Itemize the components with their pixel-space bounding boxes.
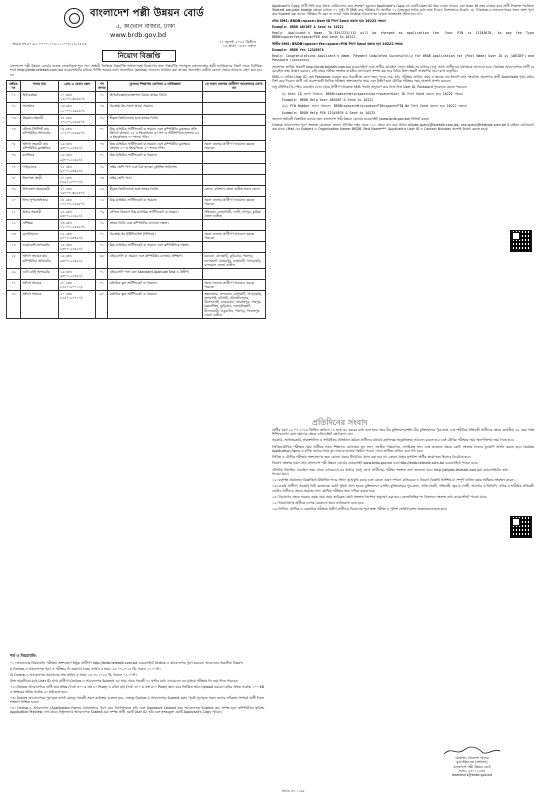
cell-count: ২৫ <box>96 186 108 197</box>
col-grade: গ্রেড ও বেতন স্কেল <box>58 81 96 92</box>
cell-post: স্টেনো-টাইপিস্ট কাম কম্পিউটার অপারেটর <box>20 125 58 140</box>
cell-count: ০৩ <box>96 174 108 185</box>
cell-eligibility <box>202 152 265 163</box>
cell-count: ৬০ <box>96 291 108 319</box>
table-row <box>7 291 266 319</box>
right-paragraph: শুধু টেলিটক প্রি-পেইড মোবাইল ফোন থেকে প্রার্থীগণ নিম্নোক্ত SMS পদ্ধতি অনুসরণ করে নিজ নিজ User ID, Password পুনরুদ্ধার করতে পারবেন। <box>272 85 467 90</box>
table-row <box>7 174 266 185</box>
signer-title: যুগ্মপরিচালক (প্রশাসন) <box>456 760 488 765</box>
cell-grade: ১৪ গ্রেড ১০২০০-২৪৬৮০/- <box>58 125 96 140</box>
cell-serial: ১৭ <box>7 279 21 290</box>
right-paragraph: নিয়োগ সংক্রান্ত সকল তথ্য বাংলাদেশ পল্লী উন্নয়ন বোর্ডের ওয়েবসাইট www.brdb.gov.bd এবং http://brdb.teletalk.com.bd ওয়েবসাইটে পাওয়া যাবে। <box>272 461 479 466</box>
col-qualification: ন্যূনতম শিক্ষাগত যোগ্যতা ও অভিজ্ঞতা <box>108 81 203 92</box>
cell-eligibility: কক্সবাজার, বান্দরবান, রাঙ্গামাটি, খাগড়াছড়ি, সুনামগঞ্জ, হবিগঞ্জ, মৌলভীবাজার, কিশোরগঞ্জ, নেত্রকোনা, জামালপুর, শেরপুর, ময়মনসিংহ, কুড়িগ্রাম, লালমনিরহাট, নীলফামারী, ঠাকুরগাঁও, পঞ্চগড়, দিনাজপুর জেলা ব্যতীত <box>202 291 265 319</box>
cell-qualification: স্বীকৃত বিশ্ববিদ্যালয় হতে স্নাতক ডিগ্রি। <box>108 114 203 125</box>
cell-post: হিসাব সহকারী <box>20 208 58 219</box>
header <box>6 4 266 78</box>
table-row <box>7 197 266 208</box>
cell-serial: ১৬ <box>7 268 21 279</box>
cell-eligibility <box>202 242 265 253</box>
cell-qualification: উচ্চ মাধ্যমিক সার্টিফিকেট বা সমমান এবং কম্পিউটার মুদ্রাক্ষরে বাংলায় ২০ ও ইংরেজিতে ২০ শব্দের গতি। <box>108 141 203 152</box>
left-column <box>6 4 266 796</box>
cell-count: ০১ <box>96 92 108 103</box>
right-paragraph: ১৩। চাকরি প্রার্থীগণ সরকারি বিধি মোতাবেক কোটা সুবিধা প্রাপ্য হবেন। মুক্তিযোদ্ধা ও শহিদ মুক্তিযোদ্ধার পুত্র-কন্যা, নাতি-নাতনী, প্রতিবন্ধী, ক্ষুদ্র নৃ-গোষ্ঠী, আনসার ও ভিডিপি, এতিম ও শারীরিক প্রতিবন্ধী কোটার প্রার্থীদের ক্ষেত্রে প্রযোজ্য সনদ মৌখিক পরীক্ষার সময় দাখিল করতে হবে। <box>272 484 534 493</box>
cell-eligibility <box>202 103 265 114</box>
col-serial: ক্রমিক নং <box>7 81 21 92</box>
cell-post: অফিস সহকারী কাম কম্পিউটার মুদ্রাক্ষরিক <box>20 141 58 152</box>
brdb-logo <box>64 8 84 28</box>
col-count: পদ সংখ্যা <box>97 82 106 91</box>
org-name: বাংলাদেশ পল্লী উন্নয়ন বোর্ড <box>90 8 204 19</box>
table-row <box>7 242 266 253</box>
cell-eligibility <box>202 174 265 185</box>
recover-pin-example: Example: BRDB Help PIN 12345678 & Send to 16222 <box>282 110 376 115</box>
right-paragraph: SMS-এ প্রেরিত User ID এবং Password ব্যবহার করে পরবর্তীতে রোল নম্বর, পদের নাম, ছবি, পরীক্ষার তারিখ, সময় ও স্থানের নাম ইত্যাদি তথ্য সংবলিত প্রবেশপত্র প্রার্থী Download পূর্বক রঙিন প্রিন্ট করে নিবেন। প্রার্থী এই প্রবেশপত্রটি লিখিত পরীক্ষায় অংশগ্রহণের সময় এবং উত্তীর্ণ হলে মৌখিক পরীক্ষার সময় অবশ্যই প্রদর্শন করবেন। <box>272 74 534 84</box>
cell-grade: ২০ গ্রেড ৮২৫০-২০০১০/- <box>58 174 96 185</box>
table-row <box>7 208 266 219</box>
cell-grade: ১৪ গ্রেড ১০২০০-২৪৬৮০/- <box>58 197 96 208</box>
cell-serial: ১০ <box>7 197 21 208</box>
cell-post: অফিস সহায়ক <box>20 291 58 319</box>
cell-grade: ১৫ গ্রেড ৯৭০০-২৩৪৯০/- <box>58 163 96 174</box>
intro-text: বাংলাদেশ পল্লী উন্নয়ন বোর্ডের রাজস্ব বাজেটভুক্ত শূন্য পদে অস্থায়ী ভিত্তিতে নিম্নবর্ণিত শর্তসাপেক্ষে নিয়োগের জন্য নিম্নবর্ণিত পদসমূহে বাংলাদেশের স্থায়ী নাগরিকদের নিকট থেকে নির্ধারিত শর্তে http://brdb.teletalk.com.bd ওয়েবসাইটের মাধ্যমে নির্দিষ্ট সময়ের মধ্যে অনলাইনে (online) আবেদন আহ্বান করা যাচ্ছে। অনলাইন ব্যতীত কোনো প্রকার আবেদন গ্রহণ করা হবে না। <box>10 64 262 77</box>
cell-post: ক্যাশিয়ার <box>20 152 58 163</box>
cell-serial: ০৩ <box>7 114 21 125</box>
cell-grade: ২০ গ্রেড ৮২৫০-২০০১০/- <box>58 291 96 319</box>
cell-serial: ০৫ <box>7 141 21 152</box>
right-column <box>272 4 534 796</box>
cell-post: ফিল্ড সুপারভাইজার <box>20 197 58 208</box>
recover-pin: ii) PIN Number জানা থাকলে: BRDB<space>Help<space>PIN<space>PIN No লিখে Send করতে হবে 16222 নম্বরে। <box>282 104 467 109</box>
cell-eligibility: সকল জেলার প্রার্থীগণ আবেদন করতে পারবেন <box>202 230 265 241</box>
cell-post: ফরমায়েশি অপারেটর <box>20 242 58 253</box>
table-row <box>7 92 266 103</box>
cell-count: ০৪ <box>96 103 108 114</box>
right-paragraph: Applicant's Copy প্রার্থী প্রিন্ট করে অথবা ডাউনলোড করে সংরক্ষণ করবেন। Applicant's Copy-তে একটি User ID নম্বর দেওয়া থাকবে এবং User ID নম্বর ব্যবহার করে প্রার্থী নিম্নোক্ত পদ্ধতিতে Teletalk pre-paid mobile নম্বরের মাধ্যমে ০২ (দুই) টি SMS করে পরীক্ষার ফি অনধিক ৭২ (বাহাত্তর) ঘণ্টার মধ্যে জমা দিবেন। বিশেষভাবে উল্লেখ্য যে, "Online-এ আবেদনপত্রের সকল অংশ পূরণ করে Submit করা হলেও পরীক্ষার ফি জমা না দেওয়া পর্যন্ত Online আবেদনপত্র কোনো অবস্থাতেই গৃহীত হবে না"। <box>272 4 534 17</box>
sms-example-1: Example: BRDB ABCDEF & Send to 16222 <box>272 24 344 29</box>
condition-item: i) Online-এ আবেদনপত্র পূরণ ও পরীক্ষার ফি জমাদান শুরুর তারিখ ও সময়: ২৫.০৭.২০২৪ খ্রি. সকাল ১০.০০টা। <box>10 667 161 672</box>
footer-ref: জি.ডি. নং- ১৩৬৬ <box>282 789 305 793</box>
qr-code-icon[interactable] <box>510 230 532 252</box>
memo-no: স্মারক নং-৪৭.৬১.০০০০.১০৫.১১.০০৪.২৪-৭৫৫৩ <box>12 42 87 46</box>
sms-step-2: দ্বিতীয় SMS: BRDB<space>Yes<space>PIN লিখে Send করতে হবে 16222 নম্বরে। <box>272 41 404 46</box>
table-row <box>7 114 266 125</box>
cell-qualification: ডিপ্লোমা-ইন-সার্ভে অথবা সমমান। <box>108 103 203 114</box>
signature-block <box>422 746 522 777</box>
cell-eligibility <box>202 114 265 125</box>
right-paragraph: লিখিত ও মৌখিক পরীক্ষায় অংশগ্রহণের জন্য কোনো প্রকার টিএ/ডিএ প্রদান করা হবে না। কোনো প্রকার সুপারিশ প্রার্থীর অযোগ্যতা হিসেবে বিবেচিত হবে। <box>272 455 471 460</box>
watermark-text: প্রতিদিনের সংবাদ <box>312 418 368 427</box>
condition-item: ০২। Online আবেদনপত্রে প্রার্থী তার স্বাক্ষর (দৈর্ঘ্য ৩০০ x প্রস্থ ৮০ Pixel) ও রঙিন ছবি (দৈর্ঘ্য ৩০০ x প্রস্থ ৩০০ Pixel) স্ক্যান করে নির্ধারিত স্থানে Upload করবেন। ছবির সাইজ সর্বোচ্চ ১০০ KB ও স্বাক্ষরের সাইজ সর্বোচ্চ ৬০ KB হতে হবে। <box>10 685 264 694</box>
cell-eligibility <box>202 268 265 279</box>
cell-count: ০১ <box>96 242 108 253</box>
cell-qualification: অষ্টম শ্রেণি পাস। <box>108 174 203 185</box>
table-row <box>7 253 266 268</box>
cell-grade: ১৬ গ্রেড ৯৩০০-২২৪৯০/- <box>58 152 96 163</box>
cell-grade: ১৬ গ্রেড ৯৩০০-২২৪৯০/- <box>58 141 96 152</box>
cell-count: ০১ <box>96 268 108 279</box>
cell-post: ড্রাফটসম্যান <box>20 230 58 241</box>
right-paragraph: ১২। কর্তৃপক্ষ প্রয়োজনে বিজ্ঞপ্তিতে উল্লিখিত পদের সংখ্যা হ্রাস/বৃদ্ধি করার এবং কোনো কারণ দর্শানো ব্যতিরেকে এ নিয়োগ বিজ্ঞপ্তি আংশিক বা সম্পূর্ণ বাতিল করার অধিকার সংরক্ষণ করেন। <box>272 478 515 483</box>
table-body <box>7 92 266 319</box>
cell-serial: ১১ <box>7 208 21 219</box>
cell-qualification: উচ্চ মাধ্যমিক সার্টিফিকেট বা সমমান। <box>108 152 203 163</box>
cell-count: ০১ <box>96 152 108 163</box>
date-gregorian: ২১ জুলাই ২০২৪ খ্রিস্টাব্দ <box>219 40 256 44</box>
cell-grade: ১৬ গ্রেড ৯৩০০-২২৪৯০/- <box>58 242 96 253</box>
cell-post: উচ্চমান সহকারী <box>20 114 58 125</box>
cell-count: ০৪ <box>96 141 108 152</box>
cell-grade: ১৬ গ্রেড ৯৩০০-২২৪৯০/- <box>58 208 96 219</box>
cell-grade: ১০ গ্রেড ১৬০০০-৩৮৬৪০/- <box>58 186 96 197</box>
cell-post: হিসাবরক্ষক <box>20 92 58 103</box>
table-row <box>7 279 266 290</box>
cell-serial: ০৯ <box>7 186 21 197</box>
qr-code-icon[interactable] <box>510 516 532 538</box>
cell-serial: ১৮ <box>7 291 21 319</box>
right-section-1 <box>272 4 534 134</box>
cell-post: ডাটা এন্ট্রি অপারেটর <box>20 268 58 279</box>
cell-post: উপজেলা সমন্বয়কারী <box>20 186 58 197</box>
cell-qualification: বাণিজ্য বিভাগে উচ্চ মাধ্যমিক সার্টিফিকেট বা সমমান। <box>108 208 203 219</box>
right-paragraph: প্রার্থীর বয়স ২৫.০৭.২০২৪ খ্রিস্টাব্দ তারিখে ১৮ হতে ৩২ বছরের মধ্যে হতে হবে। তবে বীর মুক্তিযোদ্ধা/শহিদ বীর মুক্তিযোদ্ধার পুত্র-কন্যা এবং শারীরিক প্রতিবন্ধী প্রার্থীদের ক্ষেত্রে বয়সসীমা ৩২ বছর পর্যন্ত শিথিলযোগ্য। বয়স প্রমাণের ক্ষেত্রে এফিডেভিট গ্রহণযোগ্য নয়। <box>272 428 534 437</box>
org-website[interactable]: www.brdb.gov.bd <box>110 31 167 39</box>
conditions-list <box>10 661 264 716</box>
cell-qualification: হিসাববিজ্ঞান/ব্যবস্থাপনা বিষয়ে স্নাতক ডিগ্রি। <box>108 92 203 103</box>
cell-serial: ০৬ <box>7 152 21 163</box>
cell-eligibility <box>202 92 265 103</box>
cell-post: গাড়িচালক <box>20 163 58 174</box>
right-paragraph: ১৬। লিখিত, মৌখিক ও ব্যবহারিক পরীক্ষায় উত্তীর্ণ প্রার্থীদের নিয়োগের পূর্বে স্বাস্থ্য পরীক্ষা ও পুলিশ ভেরিফিকেশন সন্তোষজনক হতে হবে। <box>272 507 447 512</box>
right-paragraph: Online আবেদনপত্র পূরণ সংক্রান্ত যেকোনো সমস্যা টেলিটক নম্বর থেকে ১২১ নম্বরে কল করে অথবা alljobs.query@teletalk.com.bd; vas.query@teletalk.com.bd ই-মেইলে যোগাযোগ করা যাবে। (Mail-এর Subject-এ Organization Name: BRDB, Post Name***, Applicant's User ID ও Contact Number অবশ্যই উল্লেখ করতে হবে)। <box>272 123 534 132</box>
cell-post: অফিস সহায়ক কাম কম্পিউটার অপারেটর <box>20 253 58 268</box>
cell-serial: ০১ <box>7 92 21 103</box>
cell-count: ০২ <box>96 114 108 125</box>
date-block <box>156 40 256 49</box>
signer-contact: ফোন: ৫৫০১২২৩৪ <box>458 768 486 773</box>
cell-eligibility: বরগুনা, ঝালকাঠি, কুড়িগ্রাম, পঞ্চগড়, বাগেরহাট, মেহেরপুর, রাঙ্গামাটি, খাগড়াছড়ি, বান্দরবান জেলা ব্যতীত <box>202 253 265 268</box>
posts-table <box>6 80 266 319</box>
recover-user: i) User ID জানা থাকলে: BRDB<space>Help<space>User<space>User ID লিখে Send করতে হবে 16222 নম্বরে। <box>282 91 463 96</box>
cell-qualification: এইচএসসি বা সমমান এবং কম্পিউটার চালনায় প্রশিক্ষণ। <box>108 253 203 268</box>
cell-count: ০১ <box>96 125 108 140</box>
cell-eligibility: সকল জেলার প্রার্থীগণ আবেদন করতে পারবেন <box>202 141 265 152</box>
cell-qualification: অষ্টম শ্রেণি পাস এবং বৈধ হালকা ড্রাইভিং লাইসেন্স। <box>108 163 203 174</box>
table-row <box>7 152 266 163</box>
cell-serial: ১২ <box>7 219 21 230</box>
right-section-2 <box>272 428 534 514</box>
col-eligibility: যে সকল জেলার প্রার্থীগণ আবেদনের যোগ্য নন <box>202 81 265 92</box>
cell-qualification: স্নাতক ডিগ্রি এবং কম্পিউটার চালনায় দক্ষতা। <box>108 219 203 230</box>
cell-grade: ১০ গ্রেড ১৬০০০-৩৮৬৪০/- <box>58 92 96 103</box>
cell-grade: ১৩ গ্রেড ১১০০০-২৬৫৯০/- <box>58 219 96 230</box>
cell-serial: ১৪ <box>7 242 21 253</box>
condition-item: ০৩। Online আবেদনপত্রে পূরণকৃত তথ্যই যেহেতু পরবর্তী সকল কার্যক্রমে ব্যবহৃত হবে, সেহেতু Online-এ আবেদনপত্র Submit করার পূর্বেই পূরণকৃত সকল তথ্যের সঠিকতা সম্পর্কে প্রার্থী নিজে শতভাগ নিশ্চিত হবেন। <box>10 695 264 704</box>
cell-qualification: উচ্চ মাধ্যমিক সার্টিফিকেট বা সমমান এবং কম্পিউটার মুদ্রাক্ষরে প্রতি মিনিটে বাংলায় ২৫ ও ইংরেজিতে ৩০ শব্দ ও সাঁটলিপিতে বাংলায় ৪৫ ও ইংরেজিতে ৭০ শব্দের গতি। <box>108 125 203 140</box>
table-row <box>7 219 266 230</box>
condition-item: ০৪। Online-এ আবেদনপত্র (Application Form) যথাযথভাবে পূরণ করে নির্দেশনামতে ছবি এবং Signature Upload করে আবেদনপত্র Submit করা সম্পন্ন হলে কম্পিউটারে ছবিসহ Application Preview দেখা যাবে। নির্ভুলভাবে আবেদনপত্র Submit করা সম্পন্ন প্রার্থী একটি User ID, ছবি এবং স্বাক্ষরযুক্ত একটি Applicant's Copy পাবেন। <box>10 705 264 714</box>
right-paragraph: সরকারি, আধাসরকারি, স্বায়ত্তশাসিত ও সংবিধিবদ্ধ প্রতিষ্ঠানে কর্মরত প্রার্থীদের যথাযথ কর্তৃপক্ষের অনুমতিক্রমে আবেদন করতে হবে এবং মৌখিক পরীক্ষার সময় অনাপত্তিপত্র জমা দিতে হবে। <box>272 438 514 443</box>
cell-qualification: উচ্চ মাধ্যমিক সার্টিফিকেট বা সমমান। <box>108 197 203 208</box>
cell-qualification: স্বীকৃত বিশ্ববিদ্যালয় হতে স্নাতক ডিগ্রি। <box>108 186 203 197</box>
cell-qualification: এইচএসসি পাস এবং Standard Aptitude Test এ উত্তীর্ণ। <box>108 268 203 279</box>
recover-user-example: Example: BRDB Help User ABCDEF & Send to 16222 <box>282 97 374 102</box>
right-paragraph: প্রবেশপত্র প্রাপ্তির বিষয়টি http://brdb.teletalk.com.bd ওয়েবসাইটে এবং প্রার্থীর মোবাইল ফোনে SMS-এর মাধ্যমে (শুধু যোগ্য প্রার্থীদের) যথাসময়ে জানানো হবে। Online আবেদনপত্রে প্রার্থী যে মোবাইল নম্বর উল্লেখ করবেন, সেই নম্বরে পরীক্ষা সংক্রান্ত যাবতীয় যোগাযোগ সম্পন্ন করা হবে বিধায় উক্ত নম্বরটি সার্বক্ষণিক সচল রাখা বাঞ্ছনীয়। <box>272 64 534 73</box>
sms-reply-2: Reply: Congratulations Applicant's Name. Payment Completed Successfully for BRDB Application for (Post Name) User ID is (ABCDEF) and Password (xxxxxxxx). <box>272 54 535 63</box>
cell-qualification: ডিপ্লোমা-ইন-ইঞ্জিনিয়ারিং (সিভিল)। <box>108 230 203 241</box>
sms-example-2: Example: BRDB Yes 12345678 <box>272 47 324 52</box>
cell-post: সার্ভেয়ার <box>20 103 58 114</box>
cell-serial: ০৭ <box>7 163 21 174</box>
right-paragraph: লিখিত/মৌখিক পরীক্ষার সময় প্রার্থীকে সকল শিক্ষাগত যোগ্যতার মূল সনদ, জাতীয় পরিচয়পত্র, নাগরিকত্ব সনদ এবং প্রযোজ্য ক্ষেত্রে কোটা সংক্রান্ত সনদের মূলকপি প্রদর্শন করতে হবে। Online Application Form-এ বর্ণিত তথ্যের সাথে মূল সনদের তথ্যের গরমিল পাওয়া গেলে প্রার্থিতা বাতিল বলে গণ্য হবে। <box>272 444 534 453</box>
col-post: পদের নাম <box>20 81 58 92</box>
table-row <box>7 163 266 174</box>
right-paragraph: টেলিটক প্রিপেইড মোবাইল নম্বর থেকে এসএমএস-এর মাধ্যমে (শুধু যোগ্য প্রার্থীদের) পরীক্ষা সংক্রান্ত তথ্য জানানো হবে। http://alljobs.teletalk.com.bd ওয়েবসাইটেও তথ্য পাওয়া যাবে। <box>272 467 508 476</box>
date-bangla: ০৬ শ্রাবণ ১৪৩১ বঙ্গাব্দ <box>222 44 256 49</box>
table-row <box>7 141 266 152</box>
right-paragraph: ১৫। নিয়োগপ্রাপ্ত প্রার্থীকে দেশের যেকোনো স্থানে বদলিযোগ্য হতে হবে। <box>272 501 364 506</box>
cell-post: অফিস সহায়ক <box>20 279 58 290</box>
cell-count: ০২ <box>96 219 108 230</box>
cell-eligibility: সকল জেলার প্রার্থীগণ আবেদন করতে পারবেন <box>202 279 265 290</box>
condition-item: উক্ত সময়সীমার মধ্যে User ID প্রাপ্ত প্রার্থীগণ Online-এ আবেদনপত্র Submit এর সময় থেকে পরবর্তী ৭২ ঘণ্টার মধ্যে এসএমএস এর মাধ্যমে পরীক্ষার ফি জমা দিতে পারবেন। <box>10 679 239 684</box>
cell-serial: ০৪ <box>7 125 21 140</box>
condition-item: ii) Online-এ আবেদনপত্র জমাদানের শেষ তারিখ ও সময়: ২৪.০৮.২০২৪ খ্রি. বিকাল ০৫.০০টা। <box>10 673 137 678</box>
cell-grade: ২০ গ্রেড ৮২৫০-২০০১০/- <box>58 279 96 290</box>
signer-org: বাংলাদেশ পল্লী উন্নয়ন বোর্ড <box>453 764 491 769</box>
cell-post: প্রশিক্ষক <box>20 219 58 230</box>
cell-eligibility: ভোলা, বরিশাল জেলা ব্যতীত সকল জেলা <box>202 186 265 197</box>
cell-count: ০২ <box>96 163 108 174</box>
sms-step-1: প্রথম SMS: BRDB<space>User ID লিখে Send করতে হবে 16222 নম্বরে। <box>272 18 386 23</box>
cell-qualification: মাধ্যমিক স্কুল সার্টিফিকেট বা সমমান। <box>108 291 203 319</box>
cell-grade: ১৬ গ্রেড ৯৩০০-২২৪৯০/- <box>58 268 96 279</box>
condition-item: ০১। আবেদনের নিয়মাবলি: পরীক্ষায় অংশগ্রহণে ইচ্ছুক প্রার্থীগণ http://brdb.teletalk.com.bd ওয়েবসাইটে Online-এ আবেদনপত্র পূরণ করবেন। আবেদনের সময়সীমা নিম্নরূপ: <box>10 661 244 665</box>
table-row <box>7 186 266 197</box>
cell-qualification: উচ্চ মাধ্যমিক সার্টিফিকেট বা সমমান এবং কম্পিউটারে দক্ষতা। <box>108 242 203 253</box>
right-paragraph: ১৪। নিয়োগের ক্ষেত্রে সরকার কর্তৃক সময় সময় জারিকৃত কোটা সংক্রান্ত নির্দেশনা অনুসরণ করা হবে। জেলাভিত্তিক পদ বিভাজন সংক্রান্ত তথ্য ওয়েবসাইটে পাওয়া যাবে। <box>272 494 488 499</box>
conditions-title: শর্ত ও নিয়মাবলি: <box>10 653 37 658</box>
cell-serial: ০২ <box>7 103 21 114</box>
cell-grade: ১৫ গ্রেড ৯৭০০-২৩৪৯০/- <box>58 230 96 241</box>
cell-eligibility <box>202 163 265 174</box>
table-row <box>7 125 266 140</box>
cell-serial: ১৫ <box>7 253 21 268</box>
notice-title: নিয়োগ বিজ্ঞপ্তি <box>102 50 176 62</box>
cell-count: ০১ <box>96 230 108 241</box>
table-row <box>7 103 266 114</box>
signer-name: মোহাম্মদ খোরশেদ আলম <box>455 756 489 760</box>
notice-page <box>6 4 534 796</box>
cell-count: ০৯ <box>96 208 108 219</box>
signer-email[interactable]: ddadmn1@brdb.gov.bd <box>452 773 492 777</box>
cell-serial: ০৮ <box>7 174 21 185</box>
table-row <box>7 268 266 279</box>
cell-grade: ১৩ গ্রেড ১১০০০-২৬৫৯০/- <box>58 103 96 114</box>
org-address: ৫, কাওরান বাজার, ঢাকা <box>116 23 175 30</box>
right-paragraph: অন্যান্য শর্তাবলী বিস্তারিত জানার জন্য বাংলাদেশ পল্লী উন্নয়ন বোর্ডের ওয়েবসাইট (www.brdb.gov.bd) ভিজিট করুন। <box>272 116 430 121</box>
cell-grade: ১৬ গ্রেড ৯৩০০-২২৪৯০/- <box>58 253 96 268</box>
cell-count: ৩৫ <box>96 253 108 268</box>
cell-qualification: মাধ্যমিক স্কুল সার্টিফিকেট বা সমমান। <box>108 279 203 290</box>
signature-icon <box>422 746 522 756</box>
table-header-row <box>7 81 266 92</box>
cell-post: নিরাপত্তা প্রহরী <box>20 174 58 185</box>
cell-count: ১২ <box>96 197 108 208</box>
cell-count: ০১ <box>96 279 108 290</box>
cell-eligibility: গাইবান্ধা, নোয়াখালী, ফেনী, চাঁদপুর, কুমিল্লা জেলা ব্যতীত <box>202 208 265 219</box>
cell-grade: ১৪ গ্রেড ১০২০০-২৪৬৮০/- <box>58 114 96 125</box>
cell-eligibility: সকল জেলার প্রার্থীগণ আবেদন করতে পারবেন <box>202 197 265 208</box>
sms-reply-1: Reply: Applicant's Name, Tk-335/223/112 will be charged as application fee. Your PIN is 12345678, to pay fee Type BRDB<space>Yes<space>PIN and Send to 16222. <box>272 31 534 40</box>
cell-eligibility <box>202 219 265 230</box>
cell-serial: ১৩ <box>7 230 21 241</box>
table-row <box>7 230 266 241</box>
cell-eligibility <box>202 125 265 140</box>
